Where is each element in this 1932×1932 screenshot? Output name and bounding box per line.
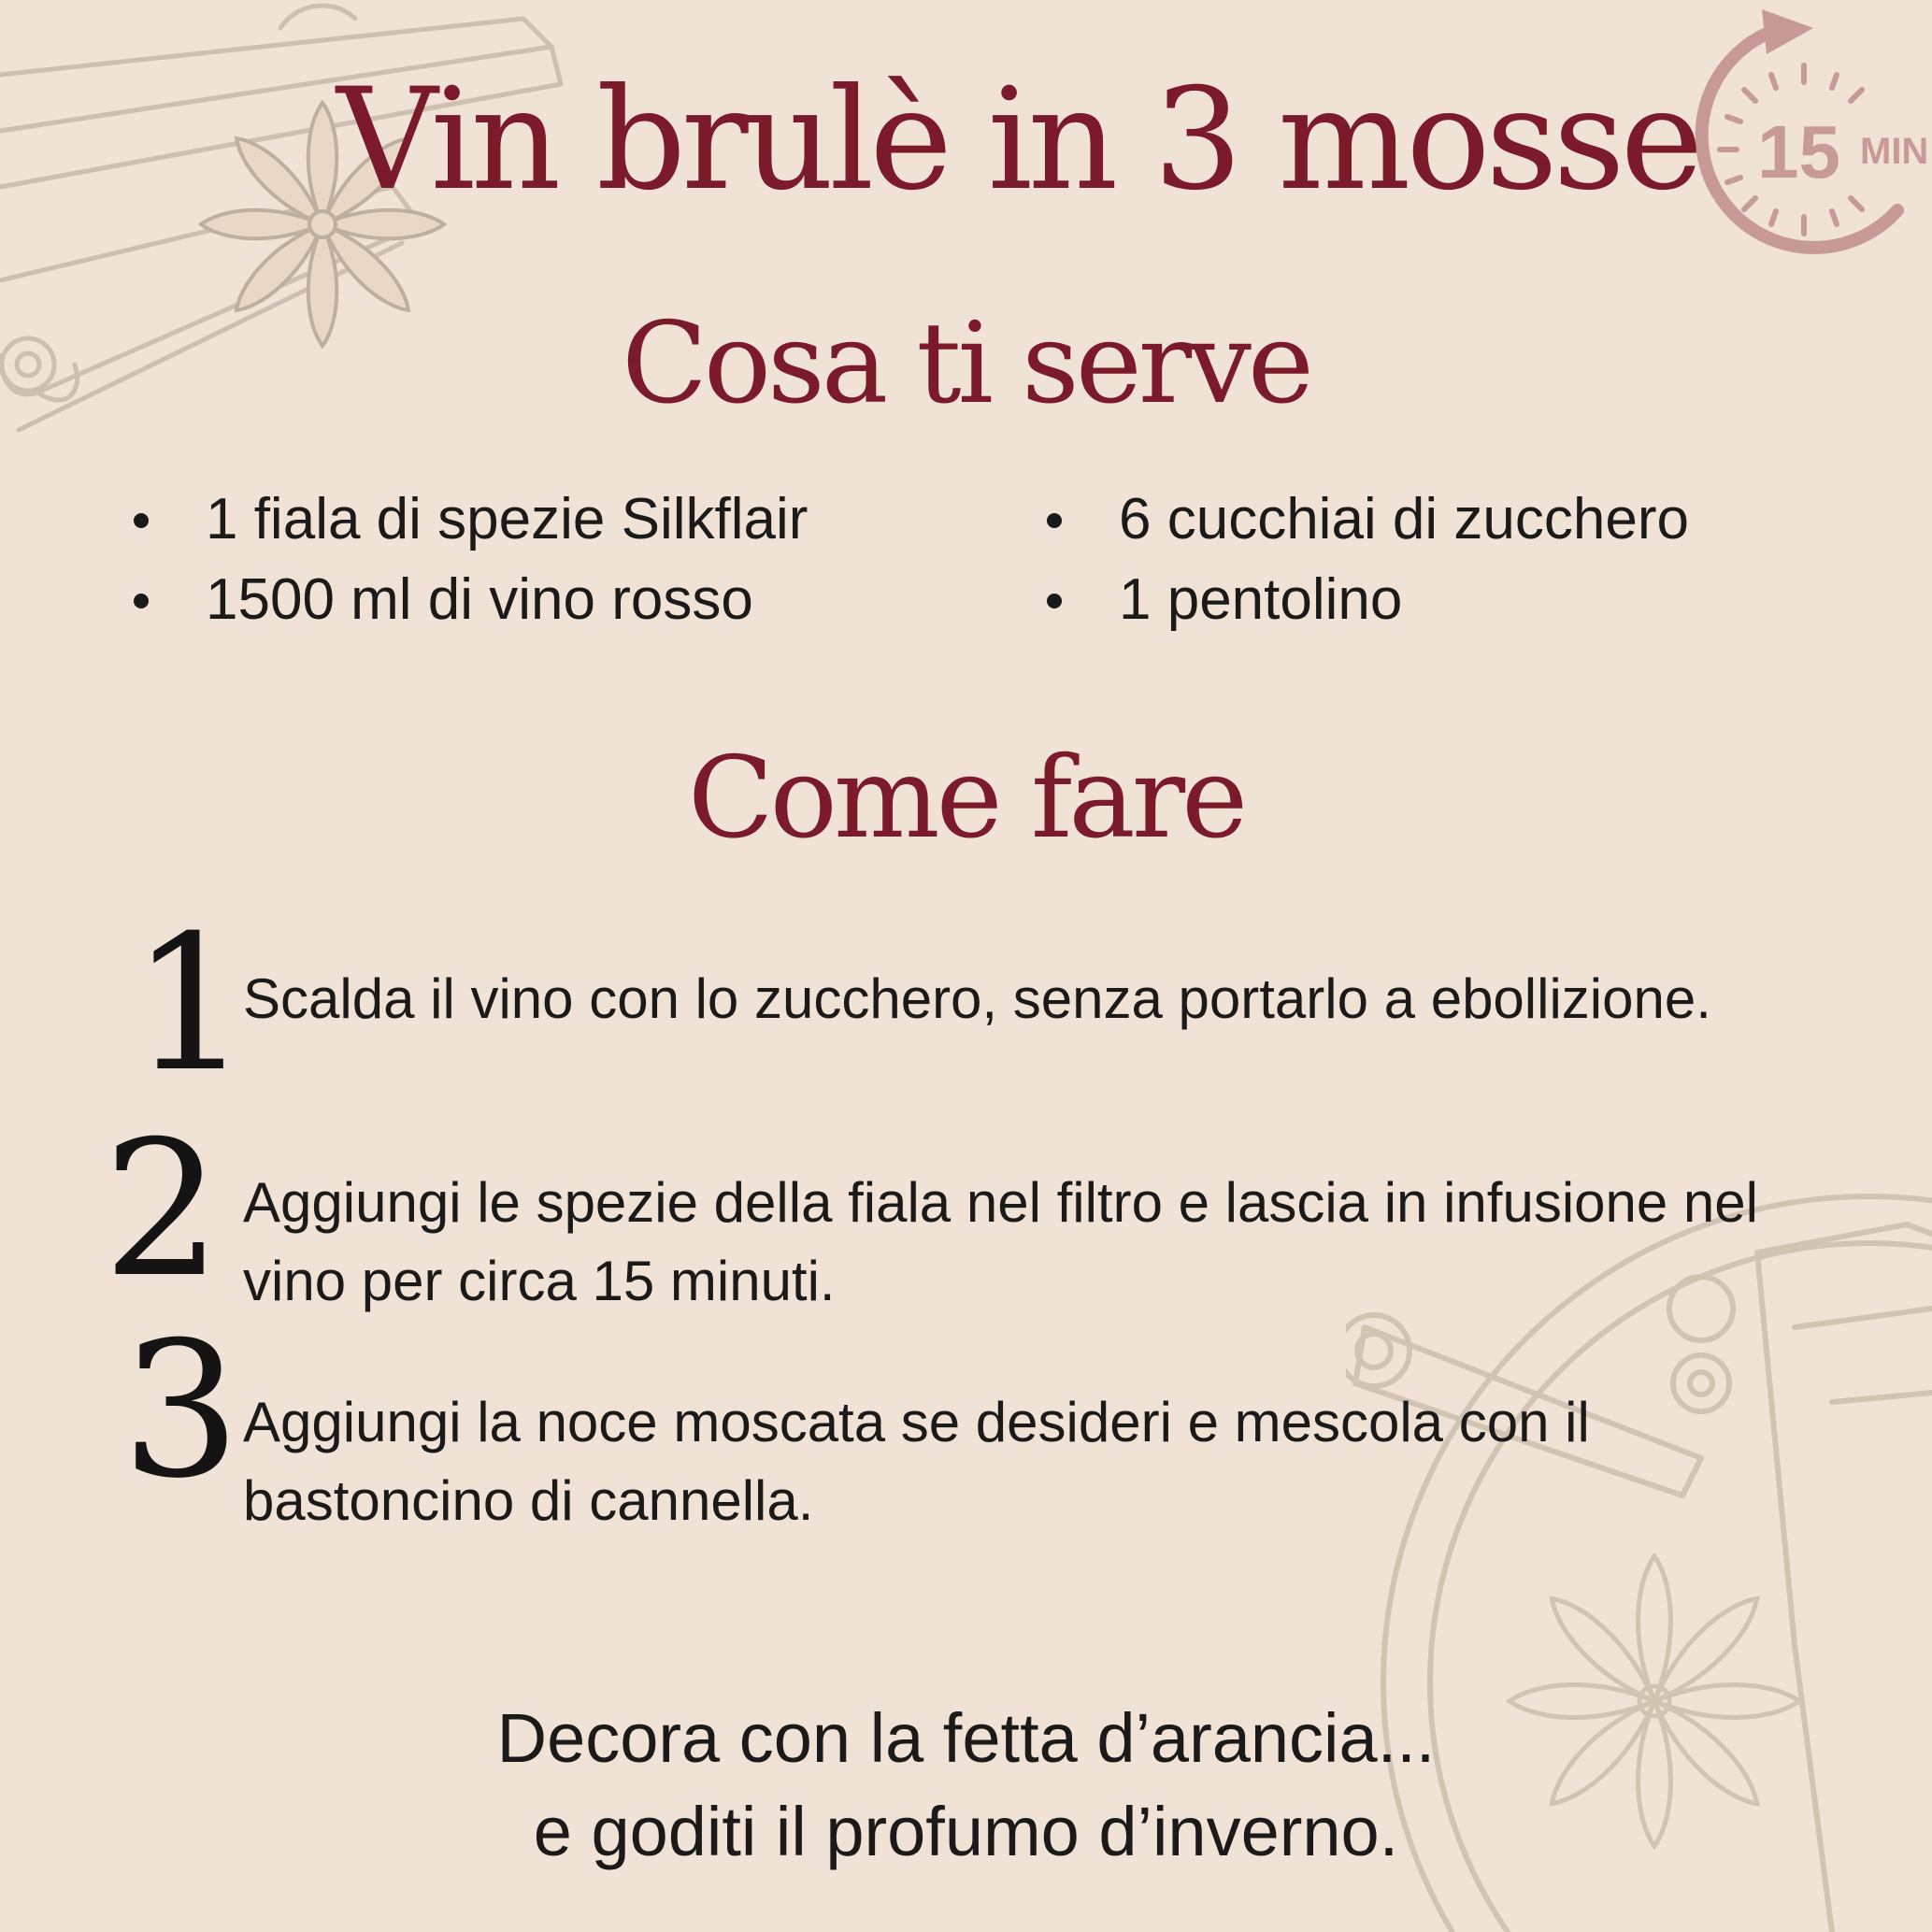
step-text: Aggiungi le spezie della fiala nel filtro e lascia in infusione nel vino per circa 15 minuti. [243, 1171, 1758, 1312]
list-item: 6 cucchiai di zucchero [1039, 479, 1689, 560]
timer-minutes: 15 [1757, 110, 1840, 193]
page-title: Vin brulè in 3 mosse [336, 59, 1699, 222]
ingredients-heading: Cosa ti serve [622, 299, 1310, 429]
closing-line-2: e goditi il profumo d’inverno. [533, 1793, 1399, 1870]
list-item: 1500 ml di vino rosso [126, 560, 808, 640]
closing-message [0, 1692, 1932, 1879]
list-item: 1 pentolino [1039, 560, 1689, 640]
step-number: 1 [131, 895, 250, 1113]
timer-unit: MIN [1860, 131, 1929, 172]
ingredients-list-left [126, 479, 808, 640]
ingredients-list-right [1039, 479, 1689, 640]
list-item: 1 fiala di spezie Silkflair [126, 479, 808, 560]
step-text: Scalda il vino con lo zucchero, senza portarlo a ebollizione. [243, 967, 1711, 1030]
steps-heading: Come fare [687, 734, 1245, 864]
timer-badge [1664, 0, 1932, 280]
step-number: 3 [122, 1302, 241, 1520]
closing-line-1: Decora con la fetta d’arancia... [496, 1699, 1436, 1777]
step-number: 2 [103, 1101, 222, 1319]
step-text: Aggiungi la noce moscata se desideri e mescola con il bastoncino di cannella. [243, 1391, 1590, 1532]
